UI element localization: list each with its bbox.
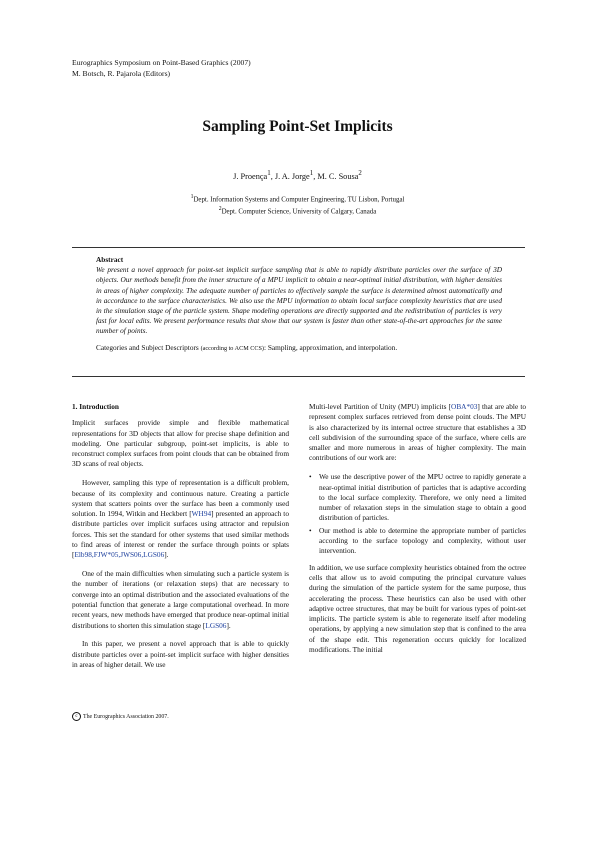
categories-prefix: Categories and Subject Descriptors: [96, 342, 199, 352]
paragraph-text: ].: [164, 550, 169, 560]
copyright-icon: c: [72, 712, 81, 721]
affil-sup: 2: [218, 205, 222, 212]
left-column: [72, 402, 289, 679]
abstract-top-rule: [72, 247, 525, 248]
affiliation-text: Dept. Computer Science, University of Calgary, Canada: [221, 208, 377, 216]
abstract-heading: Abstract: [96, 255, 124, 264]
right-column: [309, 402, 526, 664]
paper-title: Sampling Point-Set Implicits: [202, 118, 393, 135]
author-list: J. Proença$^1$, J. A. Jorge$^1$, M. C. Sousa$^2$: [233, 170, 362, 181]
abstract-body: We present a novel approach for point-set implicit surface sampling that is able to rapidly distribute particles over the surface of 3D objects. Our methods benefit from the inner structure of a MPU implicit to obtain a near-optimal initial distribution, with higher densities in areas of higher complexity. The adequate number of particles to effectively sample the surface is determined almost automatically and in accordance to the surface characteristics. We also use the MPU information to obtain local surface complexity heuristics that are used in the simulation stage of the particle system. Shape modeling operations are directly supported and the redistribution of particles is very fast for local edits. We present performance results that show that our system is faster than other state-of-the-art approaches for the same number of points.: [96, 265, 502, 336]
citation-link[interactable]: LGS06: [205, 620, 227, 630]
citation-link[interactable]: WH94: [191, 509, 212, 519]
paragraph: In this paper, we present a novel approach that is able to quickly distribute particles over a point-set implicit surface with higher densities in areas of higher detail. We use: [72, 639, 289, 670]
author-name: J. Proença: [233, 171, 268, 181]
citation-link[interactable]: Elb98,FJW*05,JWS06,LGS06: [74, 550, 165, 560]
contributions-list: [309, 472, 526, 556]
paragraph-text: However, sampling this type of representation is a difficult problem, because of its complexity and continuous nature. Creating a particle system that scatters points over the surface has been a commonly used solution. In 1994, Witkin and Heckbert [: [72, 478, 289, 519]
author-name: J. A. Jorge: [274, 171, 310, 181]
paragraph: In addition, we use surface complexity heuristics obtained from the octree cells that allow us to avoid computing the principal curvature values during the simulation of the particle system for the same purpose, thus accelerating the process. These heuristics can also be used with other adaptive octree structures, that may be built for various types of point-set implicits. The particle system is able to regenerate itself after modeling operations, by applying a new simulation step that is confined to the area of the shape edit. This regeneration occurs quickly for localized modifications. The initial: [309, 562, 526, 655]
author-affil-sup: 2: [358, 170, 362, 177]
categories-text: : Sampling, approximation, and interpolation.: [264, 342, 398, 352]
paragraph-text: ] that are able to represent complex surfaces retrieved from dense point clouds. The MPU is also characterized by its internal octree structure that establishes a 3D cell subdivision of the surrounding space of the surface, where cells are smaller and more numerous in areas of higher complexity. The main contributions of our work are:: [309, 402, 526, 463]
venue-line: Eurographics Symposium on Point-Based Graphics (2007): [72, 58, 251, 67]
author-affil-sup: 1: [309, 170, 314, 177]
affiliation-line: [0, 205, 595, 217]
affiliation-line: [0, 193, 595, 205]
paragraph: [72, 569, 289, 631]
venue-header: [72, 58, 251, 79]
affiliation-text: Dept. Information Systems and Computer Engineering, TU Lisbon, Portugal: [193, 196, 405, 204]
paragraph: [309, 402, 526, 464]
paragraph-text: ] presented an approach to distribute particles over implicit surfaces using attractor and repulsion forces. This set the standard for other systems that used similar methods to find areas of interest or render the surface through points or splats [: [72, 509, 289, 560]
list-item: • Our method is able to determine the appropriate number of particles according to the surface topology and complexity, without user intervention.: [309, 526, 526, 557]
author-name: M. C. Sousa: [317, 171, 359, 181]
copyright-text: The Eurographics Association 2007.: [83, 713, 169, 720]
author-affil-sup: 1: [267, 170, 271, 177]
list-item: • We use the descriptive power of the MPU octree to rapidly generate a near-optimal initial distribution of particles that is adaptive according to the local surface complexity. Therefore, we only need a limited number of relaxation steps in the simulation stage to obtain a good distribution of particles.: [309, 472, 526, 523]
affil-sup: 1: [190, 194, 194, 200]
paragraph-text: ].: [226, 620, 231, 630]
abstract-bottom-rule: [72, 376, 525, 377]
categories-line: [96, 343, 502, 354]
affiliations: [0, 193, 595, 217]
paragraph-text: Multi-level Partition of Unity (MPU) implicits [: [309, 402, 452, 411]
abstract-block: [96, 255, 502, 354]
paragraph-text: One of the main difficulties when simulating such a particle system is the number of iterations (or relaxation steps) that are necessary to converge into an optimal distribution and the associated evaluations of the potential function that generate a large computational overhead. In more recent years, new methods have emerged that produce near-optimal initial distributions to shorten this simulation stage [: [72, 569, 289, 630]
paragraph: Implicit surfaces provide simple and flexible mathematical representations for 3D objects that allow for precise shape definition and modeling. One particular subgroup, point-set implicits, is able to reconstruct complex surfaces from point clouds that can be obtained from 3D scans of real objects.: [72, 418, 289, 469]
editors-line: M. Botsch, R. Pajarola (Editors): [72, 68, 171, 78]
copyright-footer: [72, 712, 169, 721]
categories-acm-note: (according to ACM CCS): [200, 344, 264, 352]
paragraph: [72, 478, 289, 560]
section-heading-introduction: 1. Introduction: [72, 402, 119, 411]
citation-link[interactable]: OBA*03: [451, 402, 478, 411]
